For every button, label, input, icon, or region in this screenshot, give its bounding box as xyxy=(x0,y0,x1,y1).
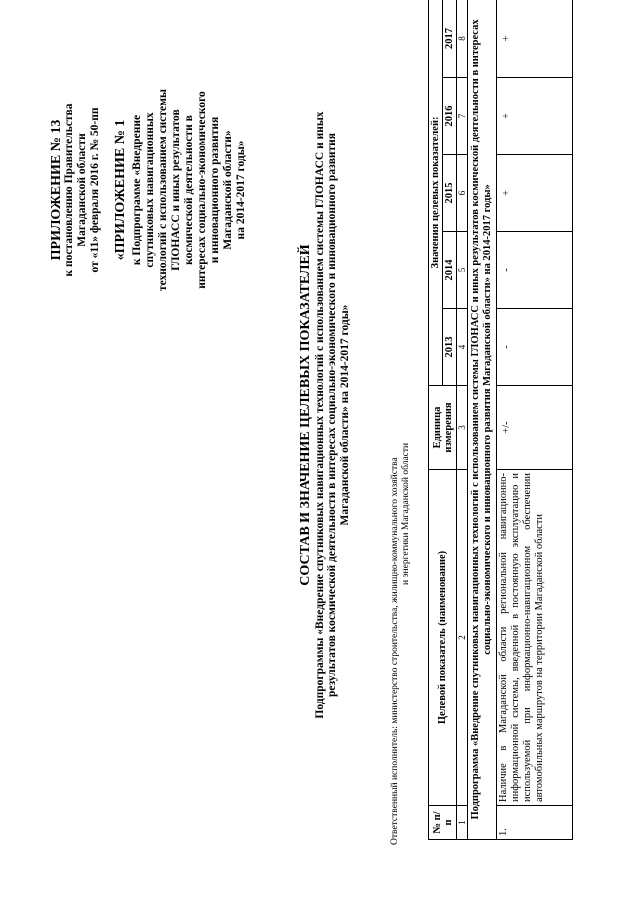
title-line: Магаданской области» на 2014-2017 годы» xyxy=(338,304,351,526)
header-year: 2013 xyxy=(443,309,457,386)
column-number: 7 xyxy=(457,78,468,155)
header-no: № п/п xyxy=(429,806,457,840)
indicators-table xyxy=(428,0,573,840)
header-values: Значения целевых показателей: xyxy=(429,0,443,386)
column-number: 8 xyxy=(457,0,468,78)
title-main: СОСТАВ И ЗНАЧЕНИЕ ЦЕЛЕВЫХ ПОКАЗАТЕЛЕЙ xyxy=(298,244,313,586)
column-number: 4 xyxy=(457,309,468,386)
appendix-line: к постановлению Правительства xyxy=(63,103,75,277)
appendix-heading: ПРИЛОЖЕНИЕ № 13 xyxy=(49,119,64,261)
row-indicator: Наличие в Магаданской области региональной навигационно-информационной системы, введенной в постоянную эксплуатацию и используемой при информационно-навигационном обеспечении автомобильных маршрутов на территории Магаданской области xyxy=(497,470,573,806)
column-number-row xyxy=(457,0,468,840)
appendix-block xyxy=(50,35,248,345)
appendix-line: космической деятельности в xyxy=(183,115,195,265)
appendix-line: Магаданской области» xyxy=(222,130,234,250)
appendix-heading-2: «ПРИЛОЖЕНИЕ № 1 xyxy=(113,119,128,261)
responsible-line: Ответственный исполнитель: министерство строительства, жилищно-коммунального хозяйства xyxy=(390,457,400,845)
column-number: 2 xyxy=(457,470,468,806)
appendix-line: ГЛОНАСС и иных результатов xyxy=(170,109,182,271)
subprogram-title: Подпрограмма «Внедрение спутниковых навигационных технологий с использованием системы ГЛОНАСС и иных результатов космической деятельности в интересах социально-экономического и инновационного развития Магаданской области» на 2014-2017 годы» xyxy=(468,0,497,840)
column-number: 6 xyxy=(457,155,468,232)
header-year: 2014 xyxy=(443,232,457,309)
column-number: 3 xyxy=(457,386,468,470)
column-number: 1 xyxy=(457,806,468,840)
row-value: + xyxy=(497,78,573,155)
appendix-line: к Подпрограмме «Внедрение xyxy=(131,114,143,266)
row-value: + xyxy=(497,155,573,232)
table-row xyxy=(497,0,573,840)
column-number: 5 xyxy=(457,232,468,309)
header-year: 2015 xyxy=(443,155,457,232)
row-number: 1. xyxy=(497,806,573,840)
row-value: - xyxy=(497,309,573,386)
header-row xyxy=(429,0,443,840)
row-unit: +/- xyxy=(497,386,573,470)
header-unit: Единица измерения xyxy=(429,386,457,470)
subprogram-row xyxy=(468,0,497,840)
appendix-line: от «11» февраля 2016 г. № 50-пп xyxy=(89,107,101,273)
document-title xyxy=(300,0,351,845)
appendix-line: на 2014-2017 годы» xyxy=(235,140,247,240)
responsible-line: и энергетики Магаданской области xyxy=(401,442,411,585)
header-year: 2017 xyxy=(443,0,457,78)
row-value: - xyxy=(497,232,573,309)
header-year: 2016 xyxy=(443,78,457,155)
appendix-line: и инновационного развития xyxy=(209,116,221,264)
title-line: результатов космической деятельности в интересах социально-экономического и инновационного развития xyxy=(326,132,338,698)
header-indicator: Целевой показатель (наименование) xyxy=(429,470,457,806)
row-value: + xyxy=(497,0,573,78)
appendix-line: технологий с использованием системы xyxy=(157,89,169,291)
appendix-line: Магаданской области xyxy=(76,133,88,247)
responsible-executor xyxy=(390,0,412,845)
title-line: Подпрограммы «Внедрение спутниковых навигационных технологий с использованием системы ГЛОНАСС и иных xyxy=(313,111,326,719)
appendix-line: интересах социально-экономического xyxy=(196,91,208,289)
appendix-line: спутниковых навигационных xyxy=(144,112,156,268)
